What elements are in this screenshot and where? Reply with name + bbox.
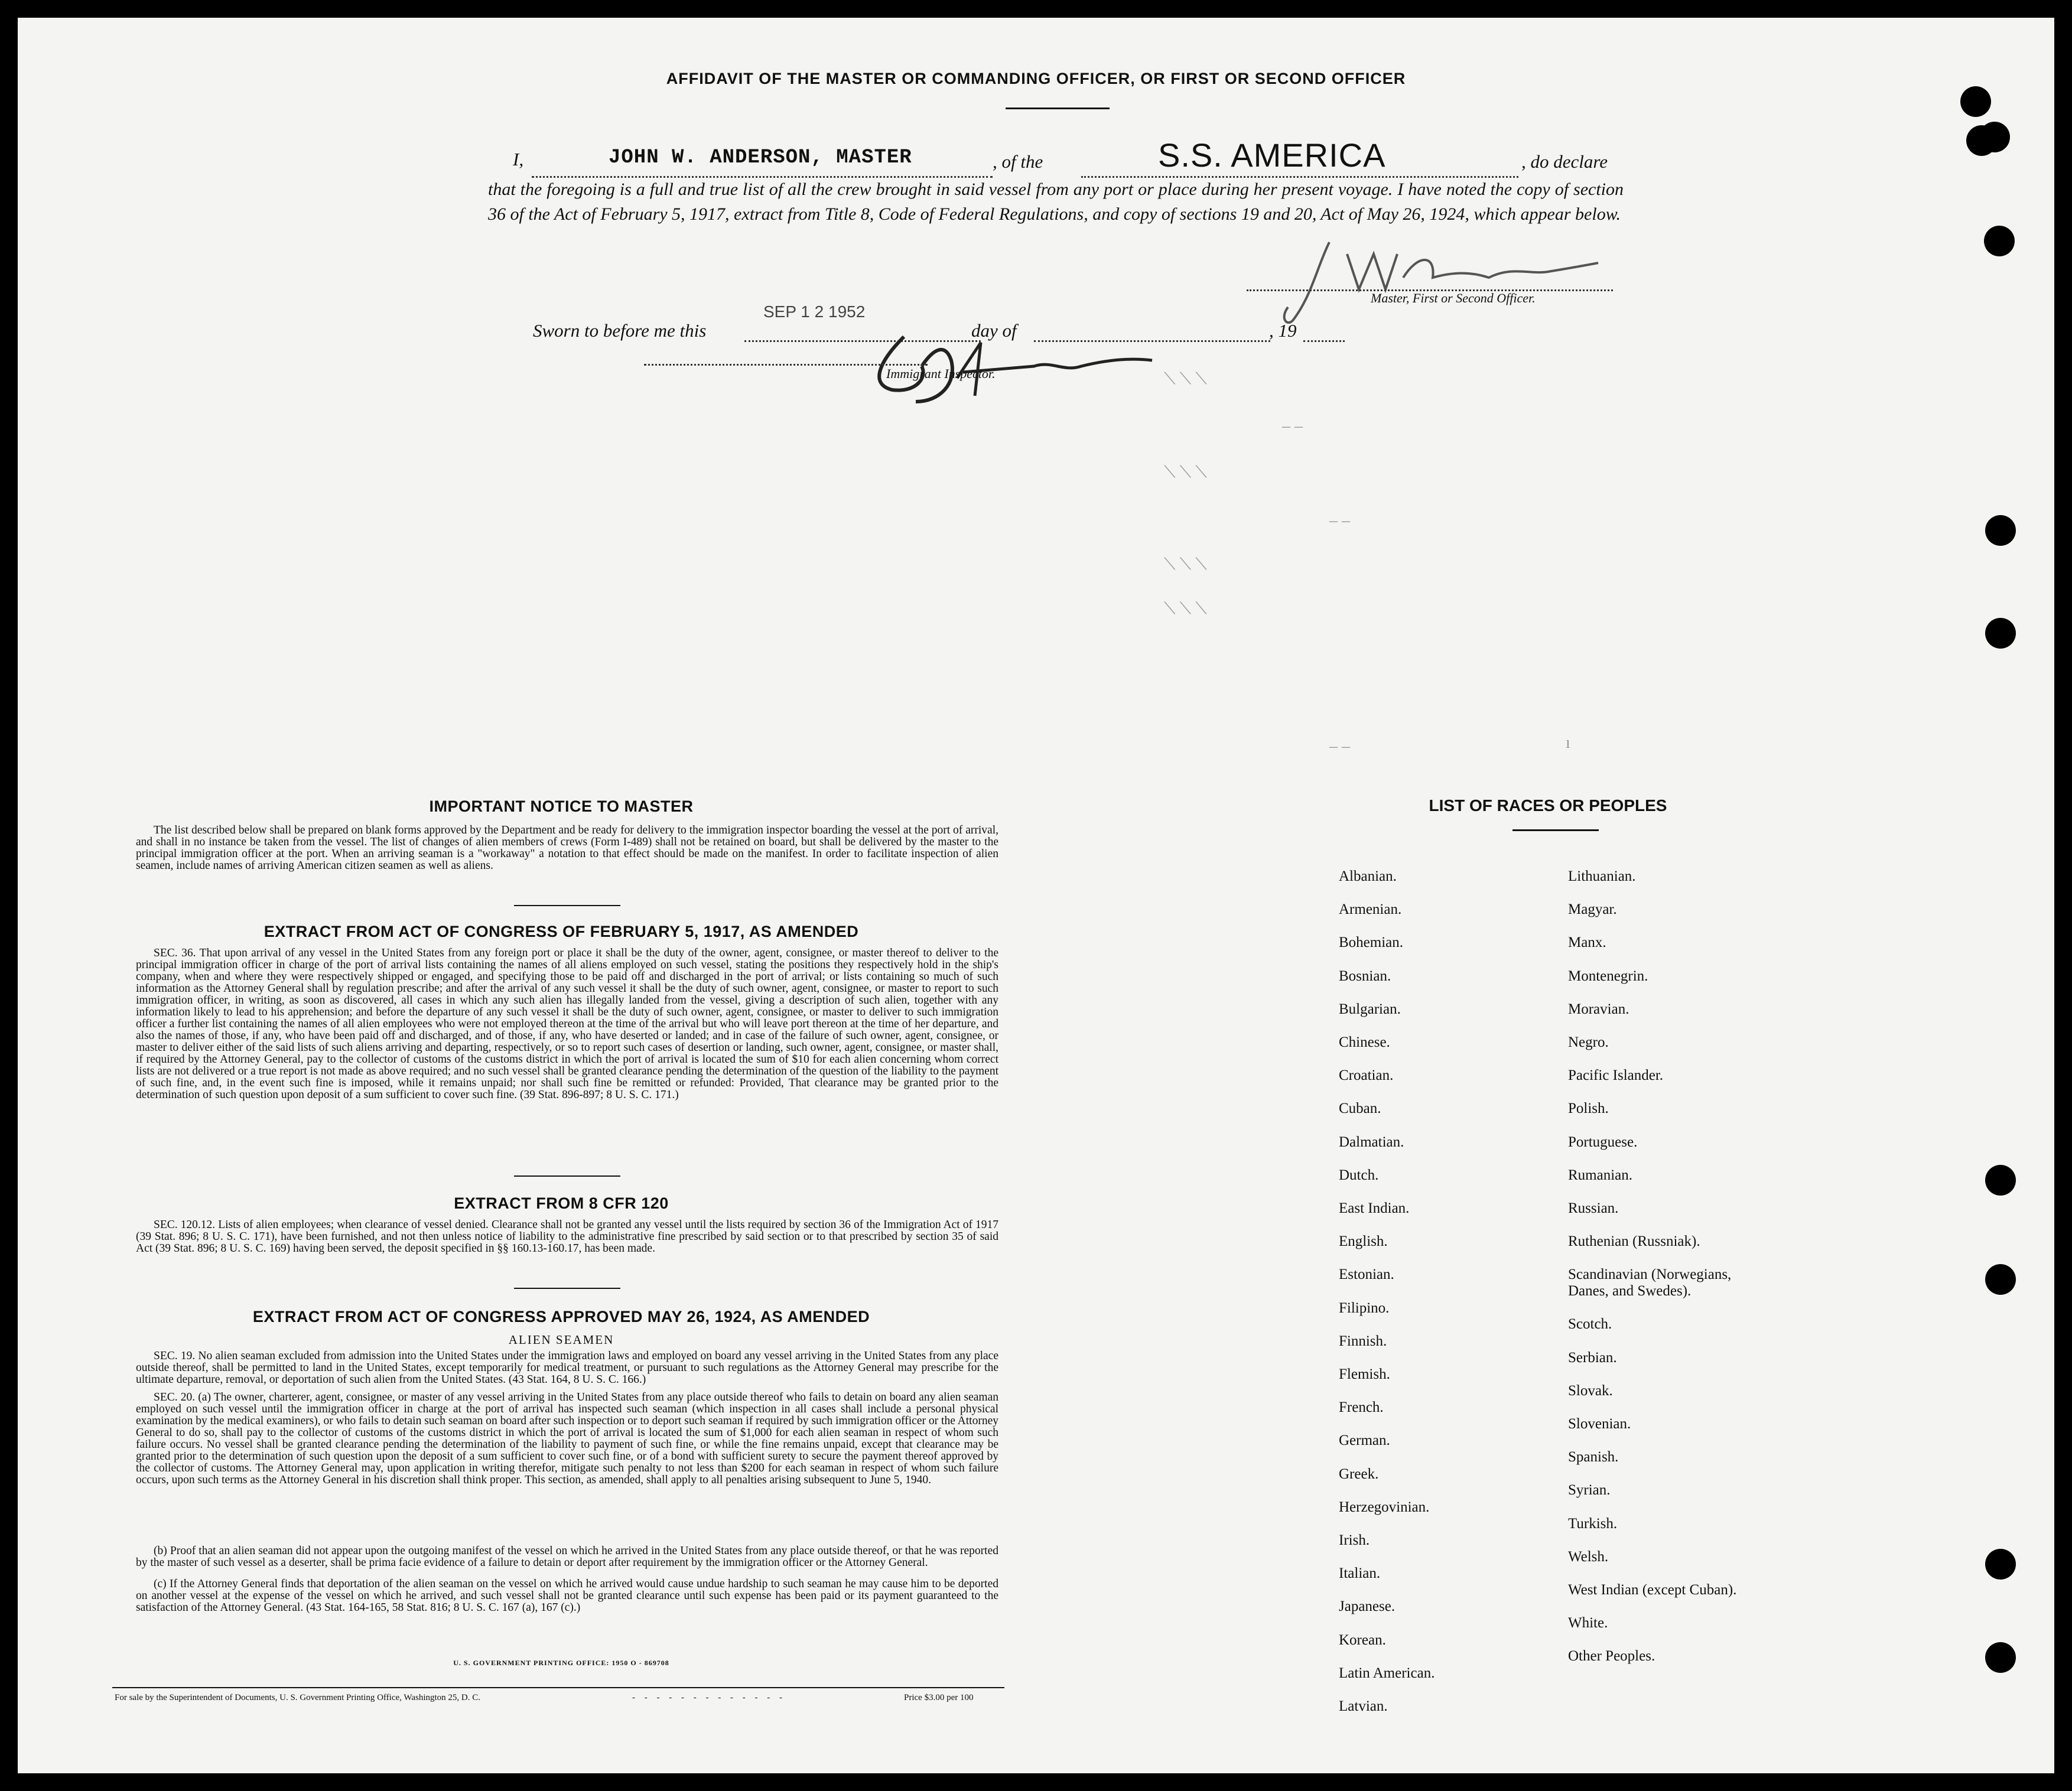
- affidavit-statement: that the foregoing is a full and true list of all the crew brought in said vessel from any port or place during her present voyage. I have noted the copy of section 36 of the Act of February 5, 1917, extract from Title 8, Code of Federal Regulations, and copy of sections 19 and 20, Act of May 26, 1924, which appear below.: [488, 180, 1624, 224]
- price-note: Price $3.00 per 100: [904, 1693, 974, 1702]
- race-item: Scotch.: [1568, 1316, 1612, 1333]
- sworn-date-stamp: SEP 1 2 1952: [763, 302, 866, 321]
- inspector-line: [644, 364, 928, 366]
- race-item: Herzegovinian.: [1339, 1499, 1430, 1515]
- of-the-label: , of the: [993, 151, 1043, 172]
- section-divider: [514, 1288, 620, 1289]
- notice-title: IMPORTANT NOTICE TO MASTER: [429, 797, 694, 815]
- race-item: Negro.: [1568, 1034, 1609, 1050]
- bleed-mark: ⟍ ⟍ ⟍: [1164, 370, 1207, 388]
- year-line: [1303, 340, 1345, 342]
- race-item: Bulgarian.: [1339, 1001, 1401, 1017]
- punch-hole: [1984, 226, 2015, 256]
- race-item: Dalmatian.: [1339, 1134, 1404, 1150]
- punch-hole: [1985, 1264, 2016, 1295]
- race-item: Polish.: [1568, 1100, 1609, 1117]
- title-divider: [1006, 108, 1110, 109]
- punch-hole: [1960, 86, 1991, 117]
- sec19-body: SEC. 19. No alien seaman excluded from admission into the United States under the immigration laws and employed on board any vessel arriving in the United States from any place outside thereof, shall be permitted to land in the United States, except temporarily for medical treatment, or pursuant to such regulations as the Attorney General may prescribe for the ultimate departure, removal, or deportation of such alien from the United States. (43 Stat. 164, 8 U. S. C. 166.): [136, 1350, 998, 1386]
- race-item: English.: [1339, 1233, 1388, 1250]
- race-item: Korean.: [1339, 1632, 1386, 1648]
- race-item: Russian.: [1568, 1200, 1619, 1216]
- race-item: French.: [1339, 1399, 1384, 1416]
- extract-1924-title: EXTRACT FROM ACT OF CONGRESS APPROVED MAY 26, 1924, AS AMENDED: [252, 1308, 870, 1326]
- race-item: Portuguese.: [1568, 1134, 1638, 1150]
- do-declare-label: , do declare: [1521, 151, 1608, 172]
- punch-hole: [1985, 1642, 2016, 1673]
- master-caption: Master, First or Second Officer.: [1371, 291, 1536, 305]
- race-item: Slovenian.: [1568, 1416, 1631, 1432]
- punch-hole: [1985, 515, 2016, 546]
- vessel-name: S.S. AMERICA: [1158, 136, 1386, 174]
- race-item: Manx.: [1568, 934, 1606, 951]
- bleed-mark: – –: [1329, 512, 1350, 530]
- race-item: Albanian.: [1339, 868, 1397, 884]
- race-item: Welsh.: [1568, 1548, 1609, 1565]
- footer-leader: - - - - - - - - - - - - -: [632, 1693, 786, 1702]
- alien-seamen-subtitle: ALIEN SEAMEN: [508, 1333, 614, 1347]
- section-divider: [514, 905, 620, 906]
- notice-body: The list described below shall be prepared on blank forms approved by the Department and be ready for delivery to the immigration inspector boarding the vessel at the port of arrival, and shall in no instance be taken from the vessel. The list of changes of alien members of crews (Form I-489) shall not be retained on board, but shall be delivered by the master to the principal immigration officer at the port. When an arriving seaman is a "workaway" a notation to that effect should be made on the manifest. In order to facilitate inspection of alien seamen, include names of arriving American citizen seamen as well as aliens.: [136, 824, 998, 872]
- race-item: Spanish.: [1568, 1449, 1619, 1466]
- race-item: Japanese.: [1339, 1598, 1396, 1615]
- race-item: Slovak.: [1568, 1382, 1613, 1399]
- race-item: Rumanian.: [1568, 1167, 1633, 1183]
- race-item: Filipino.: [1339, 1300, 1390, 1316]
- race-item: Latin American.: [1339, 1665, 1435, 1681]
- race-item: Finnish.: [1339, 1333, 1387, 1349]
- race-item: Cuban.: [1339, 1100, 1381, 1117]
- punch-hole: [1979, 122, 2010, 152]
- race-item: Serbian.: [1568, 1349, 1617, 1366]
- race-item: West Indian (except Cuban).: [1568, 1582, 1737, 1598]
- race-item: Flemish.: [1339, 1366, 1390, 1382]
- race-item: Magyar.: [1568, 901, 1617, 918]
- inspector-caption: Immigrant Inspector.: [886, 366, 996, 381]
- sec20c-body: (c) If the Attorney General finds that deportation of the alien seaman on the vessel on which he arrived would cause undue hardship to such seaman he may cause him to be deported on another vessel at the expense of the vessel on which he arrived, and such vessel shall not be granted clearance until such expense has been paid or its payment guaranteed to the satisfaction of the Attorney General. (43 Stat. 164-165, 58 Stat. 816; 8 U. S. C. 167 (a), 167 (c).): [136, 1578, 998, 1614]
- bleed-mark: – –: [1329, 737, 1350, 756]
- sworn-label: Sworn to before me this: [533, 320, 707, 341]
- race-item: East Indian.: [1339, 1200, 1410, 1216]
- printing-office-imprint: U. S. GOVERNMENT PRINTING OFFICE: 1950 O - 869708: [453, 1659, 669, 1667]
- day-of-label: day of: [971, 320, 1017, 341]
- affidavit-title: AFFIDAVIT OF THE MASTER OR COMMANDING OFFICER, OR FIRST OR SECOND OFFICER: [666, 70, 1406, 87]
- declarant-name: JOHN W. ANDERSON, MASTER: [609, 146, 912, 169]
- punch-hole: [1985, 618, 2016, 649]
- race-item: Dutch.: [1339, 1167, 1379, 1183]
- sec20a-body: SEC. 20. (a) The owner, charterer, agent, consignee, or master of any vessel arriving in the United States from any place outside thereof who fails to detain on board any alien seaman employed on such vessel until the immigration officer in charge at the port of arrival has inspected such seaman (which inspection in all cases shall include a personal physical examination by the medical examiners), or who fails to detain such seaman on board after such inspection or to deport such seaman if required by such immigration officer or the Attorney General to do so, shall pay to the collector of customs of the customs district in which the port of arrival is located the sum of $1,000 for each alien seaman in respect of whom such failure occurs. No vessel shall be granted clearance pending the determination of the liability to payment of such fine, or while the fine remains unpaid, except that clearance may be granted prior to the determination of such question upon the deposit of a sum sufficient to cover such fine, or of a bond with sufficient surety to secure the payment thereof approved by the collector of customs. The Attorney General may, upon application in writing therefor, mitigate such penalty to not less than $200 for each seaman in respect of whom such failure occurs, upon such terms as the Attorney General in his discretion shall think proper. This section, as amended, shall apply to all penalties arising subsequent to June 5, 1940.: [136, 1391, 998, 1486]
- race-item: Estonian.: [1339, 1266, 1394, 1283]
- sec20b-body: (b) Proof that an alien seaman did not appear upon the outgoing manifest of the vessel on which he arrived in the United States from any place outside thereof, or that he was reported by the master of such vessel as a deserter, shall be prima facie evidence of a failure to detain or deport after requirement by the immigration officer or the Attorney General.: [136, 1545, 998, 1569]
- race-item: Bohemian.: [1339, 934, 1404, 951]
- races-title-divider: [1512, 829, 1599, 831]
- section-divider: [514, 1175, 620, 1177]
- race-item: Syrian.: [1568, 1482, 1611, 1499]
- punch-hole: [1985, 1549, 2016, 1580]
- for-sale-note: For sale by the Superintendent of Documents, U. S. Government Printing Office, Washington 25, D. C.: [115, 1693, 480, 1702]
- race-item: Latvian.: [1339, 1698, 1388, 1714]
- bleed-mark: – –: [1282, 417, 1303, 435]
- race-item: Moravian.: [1568, 1001, 1629, 1017]
- race-item: Italian.: [1339, 1565, 1381, 1582]
- extract-cfr-body: SEC. 120.12. Lists of alien employees; when clearance of vessel denied. Clearance shall not be granted any vessel until the lists required by section 36 of the Immigration Act of 1917 (39 Stat. 896; 8 U. S. C. 171), have been furnished, and not then unless notice of liability to the administrative fine prescribed by said section or to that prescribed by section 35 of said Act (39 Stat. 896; 8 U. S. C. 169) having been served, the deposit specified in §§ 160.13-160.17, has been made.: [136, 1219, 998, 1255]
- extract-cfr-title: EXTRACT FROM 8 CFR 120: [454, 1194, 669, 1212]
- race-item: Irish.: [1339, 1532, 1370, 1548]
- footer-rule: [112, 1687, 1004, 1688]
- races-title: LIST OF RACES OR PEOPLES: [1429, 796, 1667, 815]
- race-item: Chinese.: [1339, 1034, 1390, 1050]
- race-item: Montenegrin.: [1568, 968, 1648, 984]
- bleed-mark: ı: [1566, 734, 1570, 752]
- race-item: Turkish.: [1568, 1515, 1618, 1532]
- race-item: Armenian.: [1339, 901, 1402, 918]
- race-item: Croatian.: [1339, 1067, 1394, 1084]
- bleed-mark: ⟍ ⟍ ⟍: [1164, 463, 1207, 481]
- extract-1917-body: SEC. 36. That upon arrival of any vessel in the United States from any foreign port or place it shall be the duty of the owner, agent, consignee, or master thereof to deliver to the principal immigration officer in charge of the port of arrival lists containing the names of all aliens employed on such vessel, stating the positions they respectively hold in the ship's company, when and where they were respectively shipped or engaged, and specifying those to be paid off and discharged in the port of arrival; or lists containing so much of such information as the Attorney General shall by regulation prescribe; and after the arrival of any such vessel it shall be the duty of such owner, agent, consignee, or master to report to such immigration officer, in writing, as soon as discovered, all cases in which any such alien has illegally landed from the vessel, giving a description of such alien, together with any information likely to lead to his apprehension; and before the departure of any such vessel it shall be the duty of such owner, agent, consignee, or master to deliver to such immigration officer a further list containing the names of all alien employees who were not employed thereon at the time of the arrival but who will leave port thereon at the time of her departure, and also the names of those, if any, who have been paid off and discharged, and of those, if any, who have deserted or landed; and in case of the failure of such owner, agent, consignee, or master to deliver either of the said lists of such aliens arriving and departing, respectively, or so to report such cases of desertion or landing, such owner, agent, consignee, or master shall, if required by the Attorney General, pay to the collector of customs of the customs district in which the port of arrival is located the sum of $10 for each alien concerning whom correct lists are not delivered or a true report is not made as above required; and no such vessel shall be granted clearance pending the determination of the question of the liability to the payment of such fine, and, in the event such fine is imposed, while it remains unpaid; nor shall such fine be remitted or refunded: Provided, That clearance may be granted prior to the determination of such question upon deposit of a sum sufficient to cover such fine. (39 Stat. 896-897; 8 U. S. C. 171.): [136, 947, 998, 1101]
- bleed-mark: ⟍ ⟍ ⟍: [1164, 555, 1207, 574]
- race-item: White.: [1568, 1615, 1608, 1632]
- race-item: Pacific Islander.: [1568, 1067, 1664, 1084]
- race-item: Lithuanian.: [1568, 868, 1636, 884]
- race-item: Greek.: [1339, 1466, 1379, 1482]
- declarant-prefix: I,: [513, 149, 524, 170]
- extract-1917-title: EXTRACT FROM ACT OF CONGRESS OF FEBRUARY 5, 1917, AS AMENDED: [264, 923, 859, 940]
- year-prefix: , 19: [1269, 320, 1297, 341]
- race-item: Scandinavian (Norwegians, Danes, and Swedes).: [1568, 1266, 1732, 1300]
- master-signature: [1276, 230, 1607, 334]
- punch-hole: [1985, 1165, 2016, 1196]
- race-item: Other Peoples.: [1568, 1648, 1655, 1665]
- race-item: Bosnian.: [1339, 968, 1391, 984]
- bleed-mark: ⟍ ⟍ ⟍: [1164, 600, 1207, 618]
- race-item: German.: [1339, 1432, 1390, 1449]
- manifest-page: [18, 18, 2054, 1773]
- race-item: Ruthenian (Russniak).: [1568, 1233, 1700, 1250]
